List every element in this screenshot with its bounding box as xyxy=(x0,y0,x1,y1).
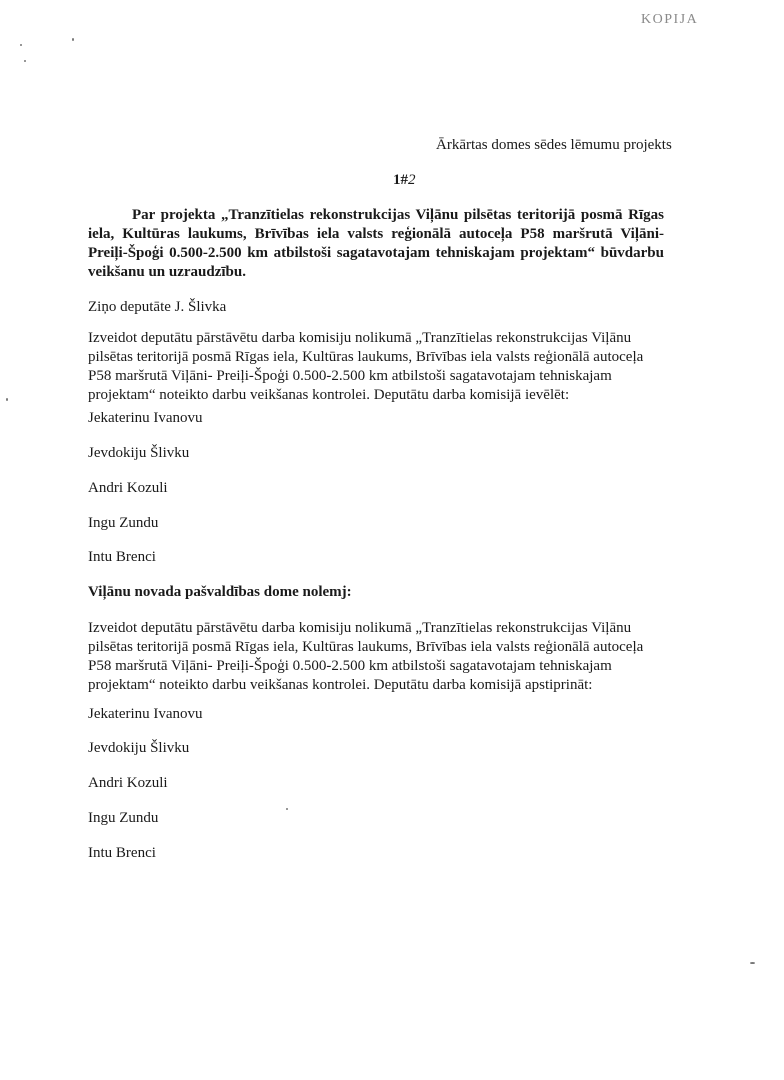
approved-member-5: Intu Brenci xyxy=(88,845,156,861)
commission-member-3: Andri Kozuli xyxy=(88,480,168,496)
approved-member-3: Andri Kozuli xyxy=(88,775,168,791)
commission-member-2: Jevdokiju Šlivku xyxy=(88,445,190,461)
copy-stamp: KOPIJA xyxy=(641,12,699,27)
commission-member-5: Intu Brenci xyxy=(88,549,156,565)
document-number xyxy=(393,172,416,189)
document-number-handwritten: 2 xyxy=(408,172,416,188)
document-header: Ārkārtas domes sēdes lēmumu projekts xyxy=(436,137,672,153)
decision-heading: Viļānu novada pašvaldības dome nolemj: xyxy=(88,584,352,600)
scan-speck xyxy=(286,808,288,810)
scan-speck xyxy=(20,44,22,46)
approved-member-1: Jekaterinu Ivanovu xyxy=(88,706,203,722)
scan-speck xyxy=(24,60,26,62)
approved-member-4: Ingu Zundu xyxy=(88,810,159,826)
commission-member-4: Ingu Zundu xyxy=(88,515,159,531)
approved-member-2: Jevdokiju Šlivku xyxy=(88,740,190,756)
commission-member-1: Jekaterinu Ivanovu xyxy=(88,410,203,426)
scan-speck xyxy=(72,38,74,41)
document-title: Par projekta „Tranzītielas rekonstrukcijas Viļānu pilsētas teritorijā posmā Rīgas iela, Kultūras laukums, Brīvības iela valsts reģionālā autoceļa P58 maršrutā Viļāni- Preiļi-Špoģi 0.500-2.500 km atbilstoši sagatavotajam tehniskajam projektam“ būvdarbu veikšanu un uzraudzību. xyxy=(88,207,664,280)
document-number-label: 1# xyxy=(393,172,408,188)
scan-speck xyxy=(6,398,8,401)
commission-paragraph-1: Izveidot deputātu pārstāvētu darba komisiju nolikumā „Tranzītielas rekonstrukcijas Viļānu pilsētas teritorijā posmā Rīgas iela, Kultūras laukums, Brīvības iela valsts reģionālā autoceļa P58 maršrutā Viļāni- Preiļi-Špoģi 0.500-2.500 km atbilstoši sagatavotajam tehniskajam projektam“ noteikto darbu veikšanas kontrolei. Deputātu darba komisijā ievēlēt: xyxy=(88,330,644,403)
commission-paragraph-2: Izveidot deputātu pārstāvētu darba komisiju nolikumā „Tranzītielas rekonstrukcijas Viļānu pilsētas teritorijā posmā Rīgas iela, Kultūras laukums, Brīvības iela valsts reģionālā autoceļa P58 maršrutā Viļāni- Preiļi-Špoģi 0.500-2.500 km atbilstoši sagatavotajam tehniskajam projektam“ noteikto darbu veikšanas kontrolei. Deputātu darba komisijā apstiprināt: xyxy=(88,620,644,693)
reporter-line: Ziņo deputāte J. Šlivka xyxy=(88,299,227,315)
scan-speck xyxy=(750,962,755,964)
